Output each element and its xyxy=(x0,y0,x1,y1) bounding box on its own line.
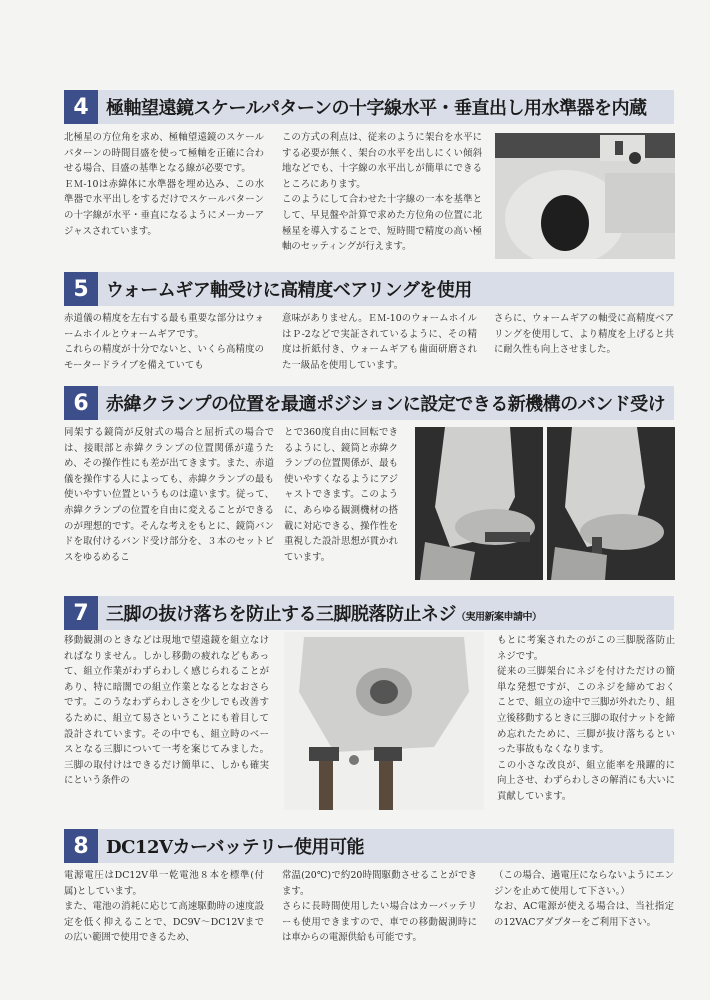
section-8-column-2: 常温(20℃)で約20時間駆動させることができます。 さらに長時間使用したい場合はカーバッテリーも使用できますので、車での移動観測時には車からの電源供給も可能です。 xyxy=(282,870,477,944)
section-5-header xyxy=(64,272,674,306)
section-4-column-1: 北極星の方位角を求め、極軸望遠鏡のスケールパターンの時間目盛を使って極軸を正確に合わせる場合、目盛の基準となる線が必要です。 ＥＭ-10は赤緯体に水準器を埋め込み、この水準器で水平出しをするだけでスケールパターンの十字線が水平・垂直になるようにメーカーアジャスされています。 xyxy=(64,132,264,237)
section-8-column-3: （この場合、過電圧にならないようにエンジンを止めて使用して下さい。） なお、AC電源が使える場合は、当社指定の12VACアダプターをご利用下さい。 xyxy=(494,870,674,928)
section-title: ウォームギア軸受けに高精度ベアリングを使用 xyxy=(106,280,472,301)
section-7-column-2: もとに考案されたのがこの三脚脱落防止ネジです。 従来の三脚架台にネジを付けただけの簡単な発想ですが、このネジを締めておくことで、組立の途中で三脚が外れたり、組立後移動するときに三脚の取付ナットを締め忘れたために、三脚が抜け落ちるといった事故もなくなります。 この小さな改良が、組立能率を飛躍的に向上させ、わずらわしさの解消にも大いに貢献しています。 xyxy=(497,635,675,802)
photo-declination-body-level xyxy=(495,133,675,259)
section-title-note: （実用新案申請中） xyxy=(456,612,542,623)
section-5-column-3: さらに、ウォームギアの軸受に高精度ベアリングを使用して、より精度を上げると共に耐久性も向上させました。 xyxy=(494,313,674,356)
section-8-header xyxy=(64,829,674,863)
section-7-column-1: 移動観測のときなどは現地で望遠鏡を組立なければなりません。しかし移動の疲れなどもあって、組立作業がわずらわしく感じられることがあり、特に暗闇での組立作業となるとなおさらです。このうなわずらわしさを少しでも改善するために、組立て易さということにも着目して設計されています。その中でも、組立時のベースとなる三脚について一考を案じてみました。三脚の取付けはできるだけ簡単に、しかも確実にという条件の xyxy=(64,635,269,787)
section-number: 5 xyxy=(64,272,98,306)
section-5-column-1: 赤道儀の精度を左右する最も重要な部分はウォームホイルとウォームギアです。 これらの精度が十分でないと、いくら高精度のモータードライブを備えていても xyxy=(64,313,264,371)
section-number: 6 xyxy=(64,386,98,420)
section-4-header xyxy=(64,90,674,124)
section-title: DC12Vカーバッテリー使用可能 xyxy=(106,837,365,858)
section-title: 赤緯クランプの位置を最適ポジションに設定できる新機構のバンド受け xyxy=(106,394,666,415)
photo-tripod-safety-screw xyxy=(284,632,484,810)
section-number: 8 xyxy=(64,829,98,863)
section-5-column-2: 意味がありません。ＥＭ-10のウォームホイルはＰ-2などで実証されているように、その精度は折紙付き、ウォームギアも歯面研磨された一級品を使用しています。 xyxy=(282,313,477,371)
section-number: 7 xyxy=(64,596,98,630)
section-6-header xyxy=(64,386,674,420)
section-6-column-2: とで360度自由に回転できるようにし、鏡筒と赤緯クランプの位置関係が、最も使いやすくなるようにアジャストできます。このように、あらゆる観測機材の搭載に対応できる、操作性を重視した設計思想が貫かれています。 xyxy=(284,427,398,563)
section-4-column-2: この方式の利点は、従来のように架台を水平にする必要が無く、架台の水平を出しにくい傾斜地などでも、十字線の水平出しが簡単にできるところにあります。 このようにして合わせた十字線の一本を基準として、早見盤や計算で求めた方位角の位置に北極星を導入することで、短時間で精度の高い極軸のセッティングが行えます。 xyxy=(282,132,482,253)
section-8-column-1: 電源電圧はDC12V単一乾電池８本を標準(付属)としています。 また、電池の消耗に応じて高速駆動時の速度設定を低く抑えることで、DC9V～DC12Vまでの広い範囲で使用できるため、 xyxy=(64,870,264,944)
section-6-column-1: 同架する鏡筒が反射式の場合と屈折式の場合では、接眼部と赤緯クランプの位置関係が違うため、その操作性にも差が出てきます。また、赤道儀を操作する人によっても、赤緯クランプの最も使いやすい位置というものは違います。従って、赤緯クランプの位置を自由に変えることができるのが理想的です。そんな考えをもとに、鏡筒バンドを取付けるバンド受け部分を、３本のセットビスをゆるめるこ xyxy=(64,427,274,563)
section-7-header xyxy=(64,596,674,630)
photo-band-holder-before xyxy=(415,427,543,580)
section-title: 三脚の抜け落ちを防止する三脚脱落防止ネジ（実用新案申請中） xyxy=(106,604,542,625)
photo-band-holder-after xyxy=(547,427,675,580)
section-title: 極軸望遠鏡スケールパターンの十字線水平・垂直出し用水準器を内蔵 xyxy=(106,98,647,119)
section-number: 4 xyxy=(64,90,98,124)
